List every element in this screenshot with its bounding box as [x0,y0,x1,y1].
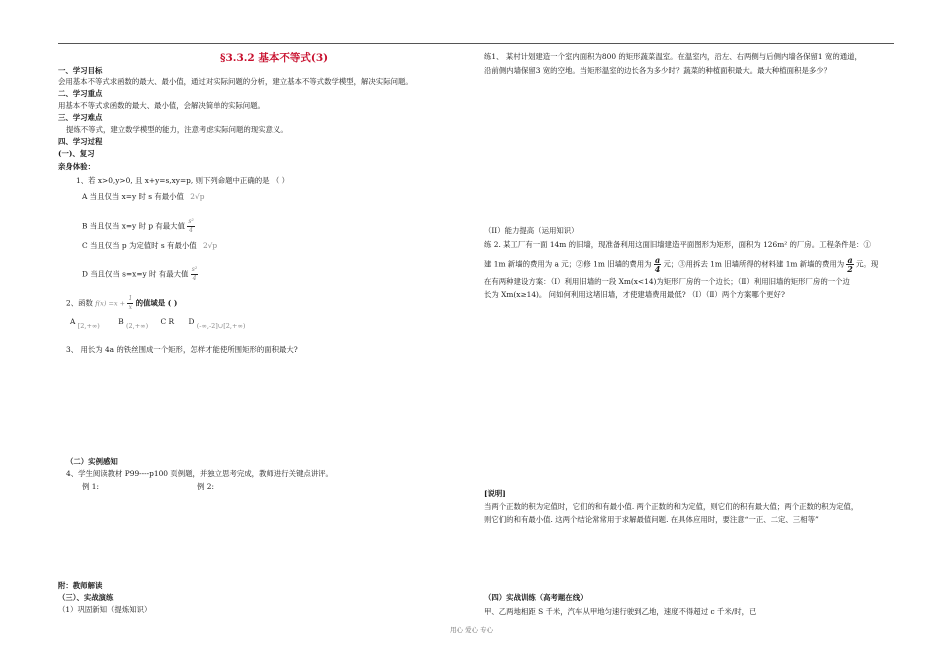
practice-1-line-1: 练1、 某村计划建造一个室内面积为800 的矩形蔬菜温室。在温室内，沿左、右两侧与后侧内墙各保留1 宽的通道， [484,52,862,61]
appendix-heading: 附：教师解读 [58,581,103,590]
option-c-expression: 2√p [202,241,218,250]
fraction-a-over-2: $\frac{a}{2}$ [847,255,853,274]
question-1-option-c: C 当且仅当 p 为定值时 s 有最小值 2√p [82,241,218,250]
section-focus-heading: 二、学习重点 [58,89,103,98]
question-3: 3、 用长为 4a 的铁丝围成一个矩形，怎样才能使所围矩形的面积最大? [66,345,298,354]
section-goals-text: 会用基本不等式求函数的最大、最小值，通过对实际问题的分析，建立基本不等式数学模型，解决实际问题。 [58,77,413,86]
question-2-fraction: $\frac{1}{x}$ [128,295,133,311]
question-1-option-d: D 当且仅当 s=x=y 时 有最大值 $\frac{\text{s²}}{4}$ [82,266,198,282]
note-line-1: 当两个正数的积为定值时，它们的和有最小值. 两个正数的和为定值，则它们的积有最大值；两个正数的积为定值， [484,502,859,511]
section-focus-text: 用基本不等式求函数的最大、最小值，会解决简单的实际问题。 [58,101,265,110]
question-1: 1、若 x>0,y>0, 且 x+y=s,xy=p, 则下列命题中正确的是 （ ） [76,176,289,185]
note-line-2: 则它们的和有最小值. 这两个结论常常用于求解最值问题. 在具体应用时，要注意“一正、二定、三相等” [484,515,819,524]
example-1-label: 例 1: [82,482,99,491]
practice-heading: （三）、实战演练 [58,593,114,602]
practice-2-line-4: 长为 Xm(x≥14)。 问如何利用这堵旧墙，才使建墙费用最低? （Ⅰ）（Ⅱ）两个方案哪个更好? [484,290,785,299]
practice-2-line-1: 练 2. 某工厂有一面 14m 的旧墙，现准备利用这面旧墙建造平面图形为矩形，面积为 126m² 的厂房。工程条件是：① [484,240,871,249]
exam-line-1: 甲、乙两地相距 S 千米，汽车从甲地匀速行驶到乙地，速度不得超过 c 千米/时，已 [484,607,757,616]
exam-heading: （四）实战训练（高考题在线） [484,593,588,602]
note-heading: [说明] [484,489,506,498]
ability-heading: （II）能力提高（运用知识） [484,226,579,235]
question-4: 4、学生阅读教材 P99----p100 页例题，并独立思考完成，教师进行关键点讲评。 [66,469,333,478]
option-b-fraction: $\frac{\text{s²}}{4}$ [188,218,194,234]
question-1-option-b: B 当且仅当 x=y 时 p 有最大值 $\frac{\text{s²}}{4}$ [82,218,194,234]
practice-subheading: （1）巩固新知（提炼知识） [58,605,152,614]
practice-2-line-3: 在有两种建设方案：（Ⅰ）利用旧墙的一段 Xm(x<14)为矩形厂房的一个边长；（Ⅱ）利用旧墙的矩形厂房的一个边 [484,277,850,286]
review-heading: (一)、复习 [58,149,95,158]
option-d-fraction: $\frac{\text{s²}}{4}$ [191,266,198,282]
question-2: 2、函数 f(x) =x + $\frac{1}{x}$ 的值域是 ( ) [66,295,178,311]
page-title: §3.3.2 基本不等式(3) [220,52,329,64]
page-footer: 用心 爱心 专心 [450,626,494,634]
question-2-options: A [2,+∞) B (2,+∞) C R D (-∞,-2]∪[2,+∞) [70,317,246,330]
top-rule [58,43,894,44]
section-goals-heading: 一、学习目标 [58,66,103,75]
option-a-expression: 2√p [190,192,205,201]
example-2-label: 例 2: [197,482,214,491]
section-difficulty-heading: 三、学习难点 [58,113,103,122]
section-difficulty-text: 提炼不等式，建立数学模型的能力，注意考虑实际问题的现实意义。 [66,125,288,134]
examples-heading: （二）实例感知 [66,457,118,466]
practice-2-line-2: 建 1m 新墙的费用为 a 元；②修 1m 旧墙的费用为 $\frac{a}{4}$ 元；③用拆去 1m 旧墙所得的材料建 1m 新墙的费用为 $\frac{a}{2}$ 元。现 [484,255,879,274]
practice-1-line-2: 沿前侧内墙保留3 宽的空地。当矩形温室的边长各为多少时？蔬菜的种植面积最大。最大种植面积是多少？ [484,66,832,75]
experience-heading: 亲身体验： [58,162,95,171]
section-process-heading: 四、学习过程 [58,137,103,146]
fraction-a-over-4: $\frac{a}{4}$ [654,255,661,274]
question-1-option-a: A 当且仅当 x=y 时 s 有最小值 2√p [82,192,205,201]
